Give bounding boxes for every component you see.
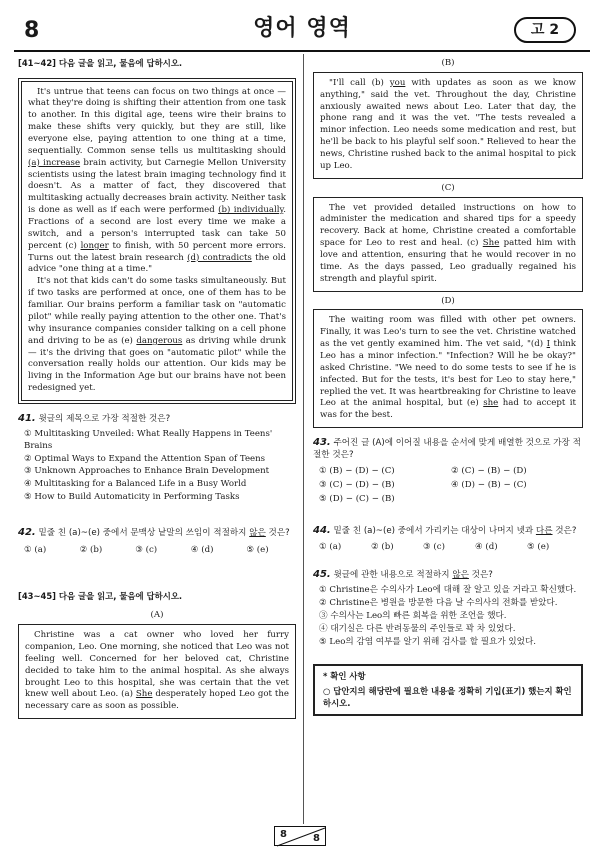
passage-d: The waiting room was filled with other pet owners. Finally, it was Leo's turn to see the vet. Christine watched as the vet gently examined him. The vet said, "(d) I think Leo has a minor infection." "Infection? Will he be okay?" asked Christine. "We need to do some tests to see if he is infected. But for the tests, it's best for Leo to stay here," replied the vet. It was heartbreaking for Christine to leave Leo at the animal hospital, but (e) she had to accept it was for the best. [313,309,583,428]
right-column [313,58,583,716]
underline-b: (b) individually [218,205,284,216]
underline-e-she: she [483,398,499,409]
underline-d-i: I [546,339,551,350]
underline-c: longer [80,240,109,251]
q41-option-3[interactable]: ③ Unknown Approaches to Enhance Brain Development [24,466,270,477]
passage-41-42 [18,78,296,404]
q41-option-1[interactable]: ① Multitasking Unveiled: What Really Happens in Teens' Brains [24,428,273,451]
q44-option-2[interactable]: ② (b) [371,542,394,553]
q42-option-4[interactable]: ④ (d) [190,544,214,555]
column-divider [303,54,304,824]
q45-option-2[interactable]: ② Christine은 병원을 방문한 다음 날 수의사의 전화를 받았다. [319,597,558,608]
passage-label-b: (B) [441,58,455,68]
passage-41-42-paragraph-1: It's untrue that teens can focus on two things at once — what they're doing is shifting their attention from one task to another. In this digital age, teens wire their brains to make these shifts very quickly, but they are still, like everyone else, paying attention to one thing at a time, sequentially. Common sense tells us multitasking should (a) increase brain activity, but Carnegie Mellon University scientists using the latest brain imaging technology find it doesn't. As a matter of fact, they discovered that multitasking actually decreases brain activity. Neither task is done as well as if each were performed (b) individually. Fractions of a second are lost every time we make a switch, and a person's interrupted task can take 50 percent (c) longer to finish, with 50 percent more errors. Turns out the latest brain research (d) contradicts the old advice "one thing at a time." [28,86,286,275]
page-header [14,14,590,48]
page-number: 8 [24,18,40,43]
q42-option-2[interactable]: ② (b) [79,544,103,555]
q45-option-5[interactable]: ⑤ Leo의 감염 여부를 알기 위해 검사를 할 필요가 있었다. [319,636,537,647]
q42-option-1[interactable]: ① (a) [24,544,47,555]
left-column [18,58,296,719]
page-footer [274,826,326,846]
q43-option-1[interactable]: ① (B) − (D) − (C) [319,465,395,476]
passage-b: "I'll call (b) you with updates as soon as we know anything," said the vet. Throughout the day, Christine anxiously awaited news about Leo. Later that day, the phone rang and it was the vet. "The tests revealed a minor infection. Leo needs some medication and rest, but he'll be back to his playful self soon." Relieved to hear the news, Christine rushed back to the animal hospital to pick up Leo. [313,72,583,179]
exam-subject-title: 영어 영역 [253,16,351,41]
q43-option-2[interactable]: ② (C) − (B) − (D) [451,465,527,476]
header-rule [14,50,590,52]
footer-current-page: 8 [280,829,287,840]
q45-option-4[interactable]: ④ 대기실은 다른 반려동물의 주인들로 꽉 차 있었다. [319,623,516,634]
passage-label-a: (A) [150,610,164,621]
grade-badge: 고 2 [514,17,576,43]
footer-total-pages: 8 [313,833,320,844]
question-43: 43. 주어진 글 (A)에 이어질 내용을 순서에 맞게 배열한 것으로 가장 적절한 것은? ① (B) − (D) − (C) ② (C) − (B) − (D) ③ (C) − (D) − (B) ④ (D) − (B) − (C) ⑤ (D) − (C) − (B) [313,436,583,505]
question-45: 45. 윗글에 관한 내용으로 적절하지 않은 것은? ① Christine은 수의사가 Leo에 대해 잘 알고 있을 거라고 확신했다. ② Christine은 병원을 방문한 다음 날 수의사의 전화를 받았다. ③ 수의사는 Leo의 빠른 회복을 위한 조언을 했다. ④ 대기실은 다른 반려동물의 주인들로 꽉 차 있었다. ⑤ Leo의 감염 여부를 알기 위해 검사를 할 필요가 있었다. [313,568,583,648]
passage-label-c: (C) [441,182,455,193]
question-42: 42. 밑줄 친 (a)~(e) 중에서 문맥상 낱말의 쓰임이 적절하지 않은 것은? ① (a) ② (b) ③ (c) ④ (d) ⑤ (e) [18,526,296,557]
passage-41-42-paragraph-2: It's not that kids can't do some tasks simultaneously. But if two tasks are performed at once, one of them has to be familiar. Our brains perform a familiar task on "automatic pilot" while really paying attention to the other one. That's why insurance companies consider talking on a cell phone and driving to be as (e) dangerous as driving while drunk — it's the driving that goes on "automatic pilot" while the conversation really holds our attention. Our kids may be living in the Information Age but our brains have not been redesigned yet. [28,276,286,394]
notice-title: * 확인 사항 [323,671,366,682]
q41-option-5[interactable]: ⑤ How to Build Automaticity in Performing Tasks [24,492,240,503]
underline-a-she: She [135,689,153,700]
q43-option-3[interactable]: ③ (C) − (D) − (B) [319,479,395,490]
q45-option-3[interactable]: ③ 수의사는 Leo의 빠른 회복을 위한 조언을 했다. [319,610,507,621]
underline-d: (d) contradicts [187,252,252,263]
instruction-41-42: [41~42] 다음 글을 읽고, 물음에 답하시오. [18,58,183,68]
underline-e: dangerous [136,335,183,346]
q44-option-1[interactable]: ① (a) [319,542,342,553]
notice-body: ○ 답안지의 해당란에 필요한 내용을 정확히 기입(표기) 했는지 확인하시오. [323,685,572,708]
passage-a: Christine was a cat owner who loved her furry companion, Leo. One morning, she noticed that Leo was not feeling well. Concerned for her beloved cat, Christine decided to take him to the animal hospital. As she always brought Leo to this hospital, she was certain that the vet knew well about Leo. (a) She desperately hoped Leo got the necessary care as soon as possible. [18,624,296,719]
instruction-43-45: [43~45] 다음 글을 읽고, 물음에 답하시오. [18,590,183,601]
underline-a: (a) increase [28,157,81,168]
question-44: 44. 밑줄 친 (a)~(e) 중에서 가리키는 대상이 나머지 넷과 다른 것은? ① (a) ② (b) ③ (c) ④ (d) ⑤ (e) [313,524,577,553]
underline-c-she: She [482,238,500,249]
passage-label-d: (D) [441,295,455,306]
confirmation-notice [313,664,583,716]
q44-option-5[interactable]: ⑤ (e) [527,542,550,553]
q43-option-5[interactable]: ⑤ (D) − (C) − (B) [319,493,395,504]
q44-option-3[interactable]: ③ (c) [423,542,445,553]
q44-option-4[interactable]: ④ (d) [475,542,498,553]
underline-b-you: you [389,77,406,88]
passage-c: The vet provided detailed instructions on how to administer the medication and shared tips for a speedy recovery. Back at home, Christine created a comfortable space for Leo to rest and heal. (c) She patted him with love and attention, ensuring that he would recover in no time. As the days passed, Leo gradually regained his strength and playful spirit. [313,197,583,292]
question-41: 41. 윗글의 제목으로 가장 적절한 것은? ① Multitasking Unveiled: What Really Happens in Teens' Brains ② Optimal Ways to Expand the Attention Span of Teens ③ Unknown Approaches to Enhance Brain Development ④ Multitasking for a Balanced Life in a Busy World ⑤ How to Build Automaticity in Performing Tasks [18,412,296,504]
q42-option-5[interactable]: ⑤ (e) [246,544,269,555]
q41-option-2[interactable]: ② Optimal Ways to Expand the Attention Span of Teens [24,453,266,464]
q45-option-1[interactable]: ① Christine은 수의사가 Leo에 대해 잘 알고 있을 거라고 확신했다. [319,585,577,596]
q43-option-4[interactable]: ④ (D) − (B) − (C) [451,479,527,490]
q42-option-3[interactable]: ③ (c) [135,544,158,555]
q41-option-4[interactable]: ④ Multitasking for a Balanced Life in a Busy World [24,479,247,490]
